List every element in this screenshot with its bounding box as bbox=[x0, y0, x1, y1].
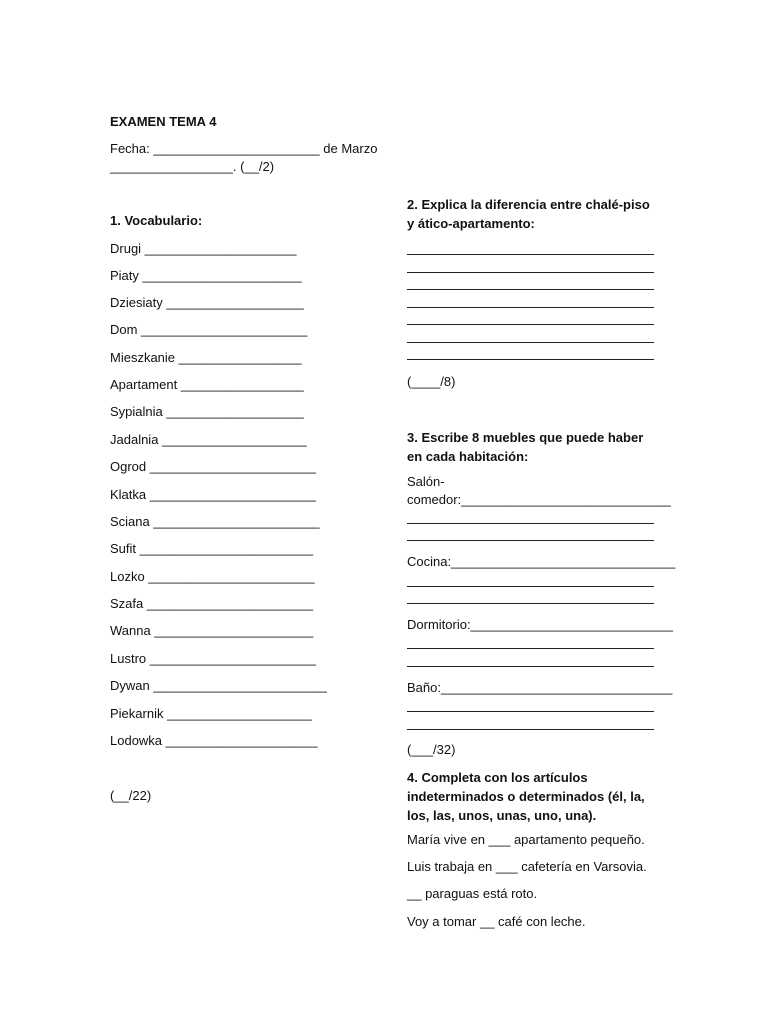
vocab-item: Piekarnik ____________________ bbox=[110, 706, 312, 721]
vocab-item: Drugi _____________________ bbox=[110, 241, 297, 256]
answer-line bbox=[407, 359, 654, 360]
answer-line bbox=[407, 254, 654, 255]
vocab-item: Dywan ________________________ bbox=[110, 678, 327, 693]
vocab-item: Apartament _________________ bbox=[110, 377, 304, 392]
answer-line bbox=[407, 289, 654, 290]
section-4-heading: 4. Completa con los artículos indeterminados o determinados (él, la, los, las, unos, unas, uno, una). bbox=[407, 770, 645, 823]
answer-line bbox=[407, 540, 654, 541]
vocab-item: Sypialnia ___________________ bbox=[110, 404, 304, 419]
answer-line bbox=[407, 342, 654, 343]
section-2-heading: 2. Explica la diferencia entre chalé-piso y ático-apartamento: bbox=[407, 197, 650, 231]
answer-line bbox=[407, 272, 654, 273]
vocab-item: Sufit ________________________ bbox=[110, 541, 314, 556]
answer-line bbox=[407, 711, 654, 712]
answer-line bbox=[407, 648, 654, 649]
vocabulary-score: (__/22) bbox=[110, 788, 152, 803]
date-line-1: Fecha: _______________________ de Marzo bbox=[110, 141, 378, 156]
exam-title: EXAMEN TEMA 4 bbox=[110, 114, 217, 129]
vocab-item: Dziesiaty ___________________ bbox=[110, 295, 304, 310]
answer-line bbox=[407, 729, 654, 730]
vocab-item: Ogrod _______________________ bbox=[110, 459, 317, 474]
vocab-item: Klatka _______________________ bbox=[110, 487, 317, 502]
vocab-item: Lozko _______________________ bbox=[110, 569, 315, 584]
vocabulary-heading: 1. Vocabulario: bbox=[110, 213, 203, 228]
vocab-item: Jadalnia ____________________ bbox=[110, 432, 307, 447]
section-3-score: (___/32) bbox=[407, 742, 456, 757]
section-2-score: (____/8) bbox=[407, 374, 456, 389]
vocab-item: Sciana _______________________ bbox=[110, 514, 320, 529]
bano-line: Baño:________________________________ bbox=[407, 680, 673, 695]
vocab-item: Piaty ______________________ bbox=[110, 268, 302, 283]
answer-line bbox=[407, 586, 654, 587]
sentence: María vive en ___ apartamento pequeño. bbox=[407, 832, 645, 847]
answer-line bbox=[407, 307, 654, 308]
salon-label: Salón- bbox=[407, 474, 445, 489]
sentence: __ paraguas está roto. bbox=[407, 886, 538, 901]
salon-comedor-line: comedor:_____________________________ bbox=[407, 492, 671, 507]
sentence: Voy a tomar __ café con leche. bbox=[407, 914, 586, 929]
answer-line bbox=[407, 324, 654, 325]
vocab-item: Szafa _______________________ bbox=[110, 596, 314, 611]
answer-line bbox=[407, 666, 654, 667]
vocab-item: Dom _______________________ bbox=[110, 322, 308, 337]
vocab-item: Lodowka _____________________ bbox=[110, 733, 318, 748]
vocab-item: Lustro _______________________ bbox=[110, 651, 317, 666]
sentence: Luis trabaja en ___ cafetería en Varsovia. bbox=[407, 859, 647, 874]
vocab-item: Wanna ______________________ bbox=[110, 623, 314, 638]
answer-line bbox=[407, 523, 654, 524]
cocina-line: Cocina:_______________________________ bbox=[407, 554, 676, 569]
answer-line bbox=[407, 603, 654, 604]
date-line-2: _________________. (__/2) bbox=[110, 159, 275, 174]
section-3-heading: 3. Escribe 8 muebles que puede haber en cada habitación: bbox=[407, 430, 644, 464]
dormitorio-line: Dormitorio:____________________________ bbox=[407, 617, 674, 632]
vocab-item: Mieszkanie _________________ bbox=[110, 350, 302, 365]
